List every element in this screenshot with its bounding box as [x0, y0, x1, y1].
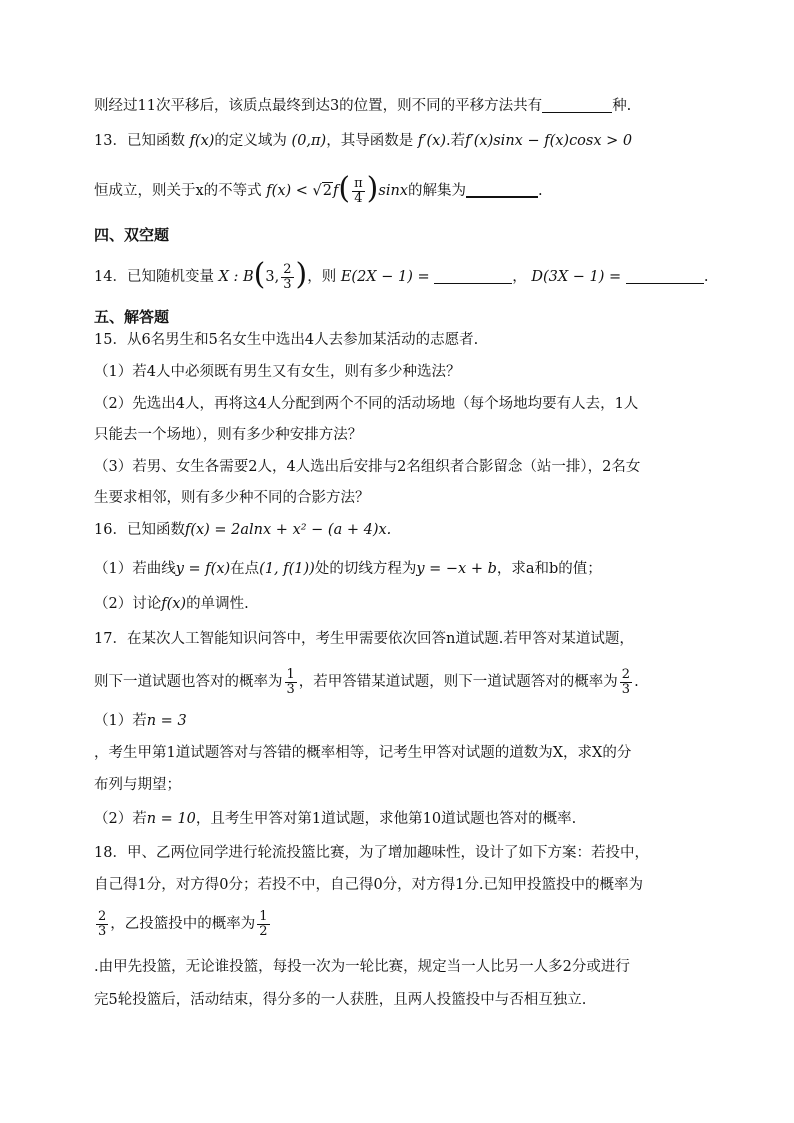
q14-line: 14．已知随机变量 X : B(3, $\frac{2}{3}$ )，则 E(2X − 1) = ， D(3X − 1) = .	[94, 257, 709, 292]
q13-fx: f(x)	[189, 133, 215, 149]
q15-part1: （1）若4人中必须既有男生又有女生，则有多少种选法？	[94, 364, 461, 380]
q17-stem: 17．在某次人工智能知识问答中，考生甲需要依次回答n道试题.若甲答对某道试题，	[94, 631, 634, 647]
q16-stem: 16．已知函数f(x) = 2alnx + x² − (a + 4)x.	[94, 522, 392, 538]
q18-stem-4: .由甲先投篮，无论谁投篮，每投一次为一轮比赛，规定当一人比另一人多2分或进行	[94, 959, 630, 975]
q18-stem: 18．甲、乙两位同学进行轮流投篮比赛，为了增加趣味性，设计了如下方案：若投中，	[94, 845, 649, 861]
sqrt-expression: √2	[312, 183, 333, 199]
q14-answer-blank-1[interactable]	[434, 269, 512, 284]
q15-part2-cont: 只能去一个场地），则有多少种安排方法？	[94, 427, 363, 443]
q16-part2: （2）讨论f(x)的单调性.	[94, 596, 249, 612]
q13-line2: 恒成立，则关于x的不等式 f(x) < √2f( $\frac{\pi}{4}$ )sinx的解集为 .	[94, 171, 543, 206]
q13-fprime: f′(x)	[417, 133, 446, 149]
q17-part1-cont: ，考生甲第1道试题答对与答错的概率相等，记考生甲答对试题的道数为X，求X的分	[94, 745, 632, 761]
q17-part2: （2）若n = 10，且考生甲答对第1道试题，求他第10道试题也答对的概率.	[94, 811, 577, 827]
q14-answer-blank-2[interactable]	[626, 269, 704, 284]
q13-domain: (0,π)	[291, 133, 327, 149]
pi-over-4: $\frac{\pi}{4}$	[354, 175, 363, 206]
q18-stem-2: 自己得1分，对方得0分；若投不中，自己得0分，对方得1分.已知甲投篮投中的概率为	[94, 877, 644, 893]
two-thirds-q17: $\frac{2}{3}$	[621, 667, 631, 697]
q13-condition: f′(x)sinx − f(x)cosx > 0	[465, 133, 633, 149]
q18-stem-5: 完5轮投篮后，活动结束，得分多的一人获胜，且两人投篮投中与否相互独立.	[94, 992, 587, 1008]
q17-stem-cont: 则下一道试题也答对的概率为 $\frac{1}{3}$ ，若甲答错某道试题，则下一道试题答对的概率为 $\frac{2}{3}$ .	[94, 667, 639, 697]
q15-part3-cont: 生要求相邻，则有多少种不同的合影方法？	[94, 490, 370, 506]
q15-stem: 15．从6名男生和5名女生中选出4人去参加某活动的志愿者.	[94, 332, 479, 348]
q12-answer-blank[interactable]	[542, 98, 612, 113]
two-thirds: $\frac{2}{3}$	[283, 261, 292, 292]
two-thirds-q18: $\frac{2}{3}$	[98, 909, 107, 939]
q18-stem-3: $\frac{2}{3}$ ，乙投篮投中的概率为 $\frac{1}{2}$	[98, 909, 268, 939]
q17-part1: （1）若n = 3	[94, 713, 187, 729]
q13-answer-blank[interactable]	[466, 182, 538, 198]
section-heading-5: 五、解答题	[94, 308, 170, 326]
one-half-q18: $\frac{1}{2}$	[259, 909, 268, 939]
q12-continuation: 则经过11次平移后，该质点最终到达3的位置，则不同的平移方法共有 种.	[94, 98, 632, 114]
q13-line1: 13．已知函数 f(x)的定义域为 (0,π)，其导函数是 f′(x).若f′(x)sinx − f(x)cosx > 0	[94, 133, 633, 149]
q17-part1-cont2: 布列与期望；	[94, 777, 181, 793]
q12-text: 则经过11次平移后，该质点最终到达3的位置，则不同的平移方法共有	[94, 98, 543, 114]
one-third: $\frac{1}{3}$	[286, 667, 295, 697]
q15-part2: （2）先选出4人，再将这4人分配到两个不同的活动场地（每个场地均要有人去，1人	[94, 396, 639, 412]
section-heading-4: 四、双空题	[94, 226, 170, 244]
q15-part3: （3）若男、女生各需要2人，4人选出后安排与2名组织者合影留念（站一排），2名女	[94, 459, 641, 475]
q16-part1: （1）若曲线y = f(x)在点(1, f(1))处的切线方程为y = −x + b，求a和b的值；	[94, 561, 602, 577]
